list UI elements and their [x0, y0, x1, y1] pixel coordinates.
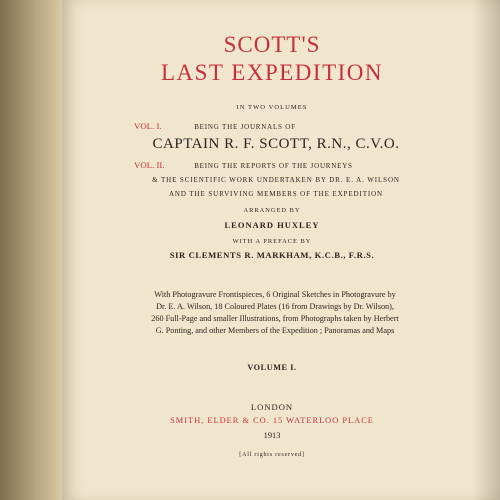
author-name: CAPTAIN R. F. SCOTT, R.N., C.V.O.: [152, 136, 400, 152]
volume-1-label: VOL. I.: [134, 121, 162, 131]
preface-author-name: SIR CLEMENTS R. MARKHAM, K.C.B., F.R.S.: [169, 250, 375, 260]
title-page-content: [72, 0, 472, 500]
volume-2-description: BEING THE REPORTS OF THE JOURNEYS: [194, 162, 353, 170]
illustrations-line-2: Dr. E. A. Wilson, 18 Coloured Plates (16 from Drawings by Dr. Wilson),: [156, 302, 394, 311]
preface-by-label: WITH A PREFACE BY: [232, 238, 312, 245]
volume-2-description-line-3: AND THE SURVIVING MEMBERS OF THE EXPEDITION: [168, 190, 384, 198]
arranged-by-label: ARRANGED BY: [243, 207, 301, 214]
page-edge-shadow: [472, 0, 500, 500]
editor-name: LEONARD HUXLEY: [224, 220, 320, 230]
illustrations-line-1: With Photogravure Frontispieces, 6 Original Sketches in Photogravure by: [154, 290, 396, 299]
rights-notice: [All rights reserved]: [239, 452, 305, 458]
publication-year: 1913: [263, 431, 281, 440]
book-title-line-2: LAST EXPEDITION: [160, 60, 384, 85]
publication-place: LONDON: [250, 402, 294, 412]
volume-number: VOLUME I.: [247, 363, 297, 372]
volume-2-description-line-2: & THE SCIENTIFIC WORK UNDERTAKEN BY DR. E. A. WILSON: [152, 176, 400, 184]
illustrations-line-4: G. Ponting, and other Members of the Expedition ; Panoramas and Maps: [155, 326, 395, 335]
volume-1-line: [134, 121, 296, 131]
publisher-name: SMITH, ELDER & CO. 15 WATERLOO PLACE: [170, 416, 374, 425]
volume-2-label: VOL. II.: [134, 160, 165, 170]
volume-1-description: BEING THE JOURNALS OF: [194, 123, 296, 131]
illustrations-line-3: 260 Full-Page and smaller Illustrations, from Photographs taken by Herbert: [151, 314, 399, 323]
volumes-subtitle: IN TWO VOLUMES: [236, 104, 308, 111]
volume-2-line: [134, 160, 353, 170]
spine-shadow: [0, 0, 70, 500]
book-title-line-1: SCOTT'S: [223, 32, 321, 57]
